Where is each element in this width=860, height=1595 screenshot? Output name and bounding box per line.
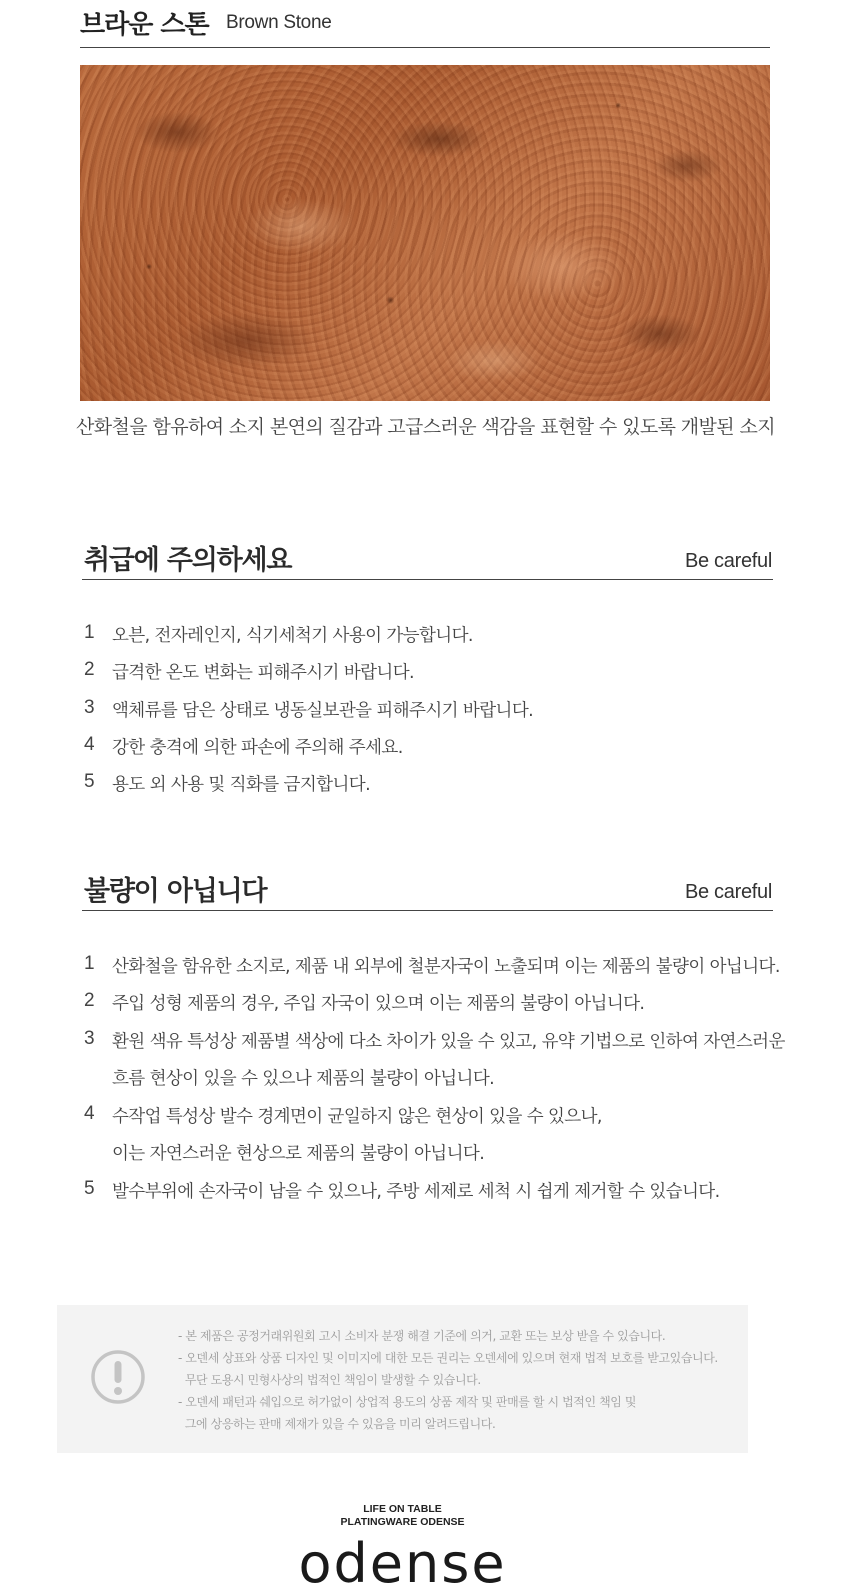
defect-section-eng: Be careful [684, 881, 772, 903]
caution-item-number: 3 [84, 697, 95, 718]
caution-section-title: 취급에 주의하세요 [84, 545, 292, 576]
product-subtitle: Brown Stone [226, 12, 332, 33]
caution-item: 급격한 온도 변화는 피해주시기 바랍니다. [112, 663, 414, 683]
defect-item-line: 환원 색유 특성상 제품별 색상에 다소 차이가 있을 수 있고, 유약 기법으로 인하여 자연스러운 [112, 1032, 785, 1052]
defect-item-number: 5 [84, 1178, 95, 1199]
caution-item-number: 1 [84, 622, 95, 643]
defect-item-number: 1 [84, 953, 95, 974]
caution-item: 강한 충격에 의한 파손에 주의해 주세요. [112, 738, 403, 758]
defect-item-number: 4 [84, 1103, 95, 1124]
defect-item-line: 흐름 현상이 있을 수 있으나 제품의 불량이 아닙니다. [112, 1069, 495, 1089]
product-caption: 산화철을 함유하여 소지 본연의 질감과 고급스러운 색감을 표현할 수 있도록 개발된 소지 [76, 416, 775, 438]
notice-line: 그에 상응하는 판매 제재가 있을 수 있음을 미리 알려드립니다. [178, 1417, 496, 1431]
defect-item-line: 주입 성형 제품의 경우, 주입 자국이 있으며 이는 제품의 불량이 아닙니다. [112, 994, 645, 1014]
notice-line: 무단 도용시 민형사상의 법적인 책임이 발생할 수 있습니다. [178, 1373, 481, 1387]
notice-line: - 오덴세 상표와 상품 디자인 및 이미지에 대한 모든 권리는 오덴세에 있으며 현재 법적 보호를 받고있습니다. [178, 1351, 718, 1365]
caution-item-number: 5 [84, 771, 95, 792]
notice-line: - 오덴세 패턴과 쉐입으로 허가없이 상업적 용도의 상품 제작 및 판매를 할 시 법적인 책임 및 [178, 1395, 637, 1409]
brown-powder-image [80, 65, 770, 401]
odense-logo: odense [298, 1532, 507, 1595]
footer-tagline-brand: PLATINGWARE ODENSE [340, 1516, 465, 1528]
caution-item-number: 4 [84, 734, 95, 755]
defect-item-line: 산화철을 함유한 소지로, 제품 내 외부에 철분자국이 노출되며 이는 제품의 불량이 아닙니다. [112, 957, 780, 977]
caution-divider [82, 579, 773, 580]
caution-item: 용도 외 사용 및 직화를 금지합니다. [112, 775, 371, 795]
defect-item-line: 발수부위에 손자국이 남을 수 있으나, 주방 세제로 세척 시 쉽게 제거할 수 있습니다. [112, 1182, 720, 1202]
caution-item: 액체류를 담은 상태로 냉동실보관을 피해주시기 바랍니다. [112, 701, 534, 721]
defect-divider [82, 910, 773, 911]
product-title: 브라운 스톤 [80, 10, 209, 40]
defect-item-number: 2 [84, 990, 95, 1011]
header-divider [80, 47, 770, 48]
notice-line: - 본 제품은 공정거래위원회 고시 소비자 분쟁 해결 기준에 의거, 교환 또는 보상 받을 수 있습니다. [178, 1329, 666, 1343]
caution-item: 오븐, 전자레인지, 식기세척기 사용이 가능합니다. [112, 626, 473, 646]
caution-section-eng: Be careful [684, 550, 772, 572]
defect-item-line: 수작업 특성상 발수 경계면이 균일하지 않은 현상이 있을 수 있으나, [112, 1107, 602, 1127]
footer-tagline: LIFE ON TABLE [363, 1503, 442, 1515]
defect-item-number: 3 [84, 1028, 95, 1049]
exclamation-circle-icon [90, 1349, 146, 1405]
defect-section-title: 불량이 아닙니다 [84, 876, 267, 907]
defect-item-line: 이는 자연스러운 현상으로 제품의 불량이 아닙니다. [112, 1144, 485, 1164]
caution-item-number: 2 [84, 659, 95, 680]
